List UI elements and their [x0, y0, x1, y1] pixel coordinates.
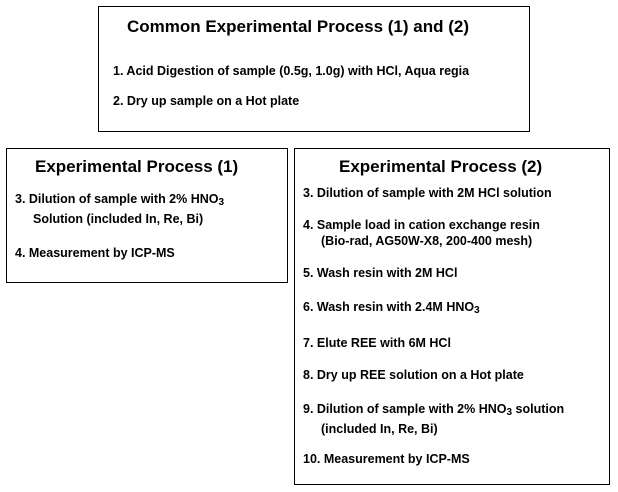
- process-1-step-3: [15, 191, 224, 227]
- process-2-box: [294, 148, 610, 485]
- process-2-step-9-line2: (included In, Re, Bi): [321, 422, 438, 436]
- process-2-step-9-line1-end: solution: [512, 402, 565, 416]
- process-2-step-3: 3. Dilution of sample with 2M HCl solution: [303, 186, 552, 200]
- process-1-box: [6, 148, 288, 283]
- process-1-title: Experimental Process (1): [35, 157, 239, 176]
- process-1-step-4: 4. Measurement by ICP-MS: [15, 246, 175, 260]
- process-2-step-10: 10. Measurement by ICP-MS: [303, 452, 470, 466]
- common-step-1: 1. Acid Digestion of sample (0.5g, 1.0g) with HCl, Aqua regia: [113, 64, 470, 78]
- process-2-step-9-sub: 3: [506, 407, 513, 418]
- common-step-2: 2. Dry up sample on a Hot plate: [113, 94, 300, 108]
- process-2-step-8: 8. Dry up REE solution on a Hot plate: [303, 368, 524, 382]
- process-2-step-6-text: 6. Wash resin with 2.4M HNO: [303, 300, 475, 314]
- process-2-step-9-line1: 9. Dilution of sample with 2% HNO: [303, 402, 507, 416]
- process-1-step-3-line1: 3. Dilution of sample with 2% HNO: [15, 192, 219, 206]
- process-2-step-4-line2: (Bio-rad, AG50W-X8, 200-400 mesh): [321, 234, 533, 248]
- process-1-step-3-sub: 3: [218, 197, 225, 208]
- process-2-title: Experimental Process (2): [339, 157, 543, 176]
- process-2-step-5: 5. Wash resin with 2M HCl: [303, 266, 458, 280]
- common-process-box: [98, 6, 530, 132]
- process-2-step-6-sub: 3: [474, 305, 480, 316]
- process-2-step-7: 7. Elute REE with 6M HCl: [303, 336, 451, 350]
- process-1-step-3-line2: Solution (included In, Re, Bi): [33, 212, 204, 226]
- process-2-step-9: [303, 401, 564, 437]
- process-2-step-4: [303, 217, 540, 249]
- process-2-step-4-line1: 4. Sample load in cation exchange resin: [303, 218, 540, 232]
- process-2-step-6: [303, 299, 480, 319]
- common-process-title: Common Experimental Process (1) and (2): [127, 17, 469, 36]
